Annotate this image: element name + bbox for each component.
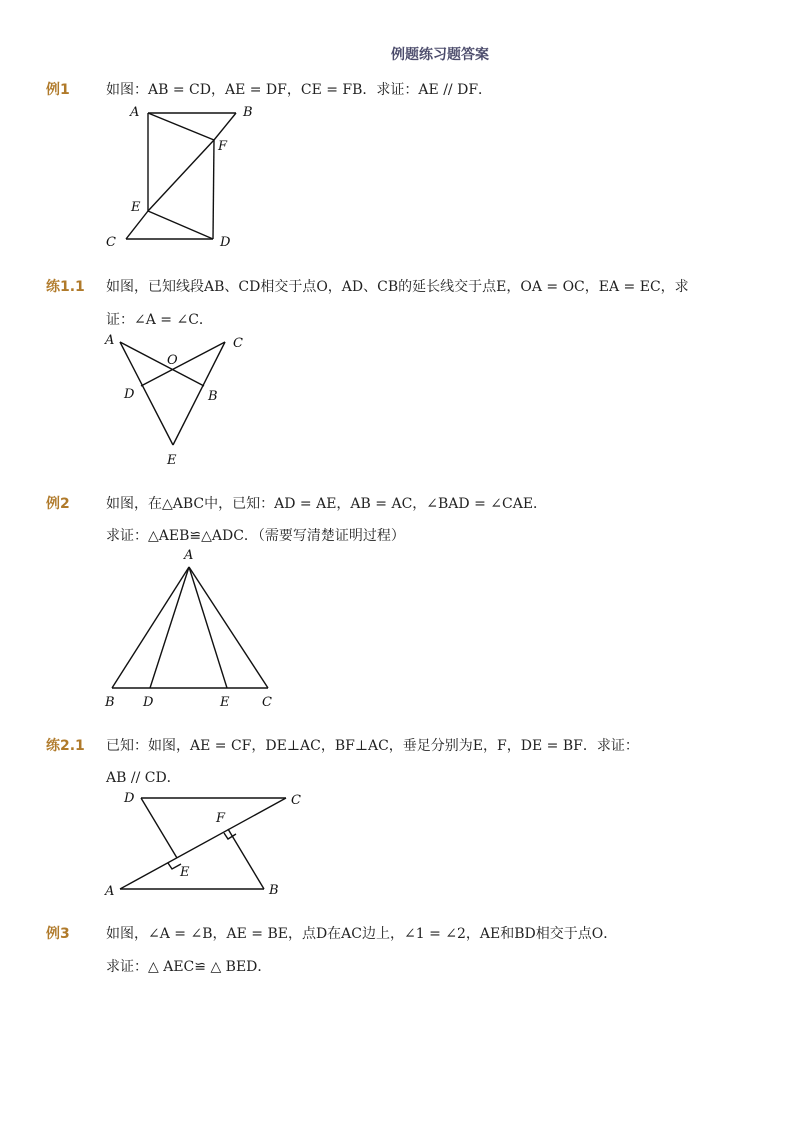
figure-ex2-1 [100, 785, 320, 905]
point-label-D: D [220, 235, 231, 250]
point-label-A: A [130, 105, 140, 120]
figure-ex2 [100, 545, 290, 715]
segment-FE [148, 140, 214, 211]
problem-label: 练2.1 [46, 738, 85, 754]
problem-label: 例1 [46, 82, 70, 98]
segment-AD [150, 567, 189, 688]
point-label-C: C [262, 695, 272, 710]
problem-statement: 证：∠A = ∠C． [106, 312, 213, 328]
point-label-F: F [218, 139, 228, 154]
point-label-D: D [124, 387, 135, 402]
point-label-D: D [143, 695, 154, 710]
segment-AB [112, 567, 189, 688]
problem-statement: 如图，在△ABC中，已知：AD = AE，AB = AC，∠BAD = ∠CAE． [106, 496, 548, 512]
problem-statement: 求证：△AEB≌△ADC．（需要写清楚证明过程） [106, 528, 405, 544]
point-label-C: C [106, 235, 116, 250]
point-label-E: E [180, 865, 190, 880]
segment-FD [213, 140, 214, 239]
page-title: 例题练习题答案 [391, 47, 489, 63]
point-label-B: B [269, 883, 279, 898]
point-label-B: B [208, 389, 218, 404]
problem-statement: 如图，∠A = ∠B，AE = BE，点D在AC边上，∠1 = ∠2，AE和BD相交于点O． [106, 926, 618, 942]
figure-ex1-1 [100, 330, 260, 470]
point-label-F: F [216, 811, 226, 826]
point-label-E: E [167, 453, 177, 468]
segment-ED [148, 211, 213, 239]
point-label-A: A [184, 548, 194, 563]
point-label-A: A [105, 333, 115, 348]
segment-AC [120, 798, 286, 889]
problem-label: 例3 [46, 926, 70, 942]
point-label-A: A [105, 884, 115, 899]
problem-label: 例2 [46, 496, 70, 512]
problem-statement: AB // CD． [106, 770, 181, 786]
point-label-B: B [243, 105, 253, 120]
segment-DE [141, 798, 177, 858]
segment-AF [148, 113, 214, 140]
point-label-C: C [291, 793, 301, 808]
segment-CE [126, 211, 148, 239]
figure-ex1 [100, 100, 270, 255]
point-label-E: E [220, 695, 230, 710]
segment-AC [189, 567, 268, 688]
point-label-E: E [131, 200, 141, 215]
problem-statement: 如图，已知线段AB、CD相交于点O，AD、CB的延长线交于点E，OA = OC，EA = EC，求 [106, 279, 689, 295]
point-label-B: B [105, 695, 115, 710]
problem-statement: 求证：△ AEC≌ △ BED． [106, 959, 272, 975]
segment-CD [141, 342, 225, 386]
segment-BF [214, 113, 236, 140]
point-label-O: O [167, 353, 178, 368]
point-label-D: D [124, 791, 135, 806]
segment-AB [120, 342, 204, 386]
segment-FB [228, 829, 264, 889]
problem-statement: 已知：如图，AE = CF，DE⊥AC，BF⊥AC，垂足分别为E，F，DE = BF．求证： [106, 738, 639, 754]
segment-AE [189, 567, 227, 688]
point-label-C: C [233, 336, 243, 351]
problem-statement: 如图：AB = CD，AE = DF，CE = FB．求证：AE // DF． [106, 82, 493, 98]
problem-label: 练1.1 [46, 279, 85, 295]
